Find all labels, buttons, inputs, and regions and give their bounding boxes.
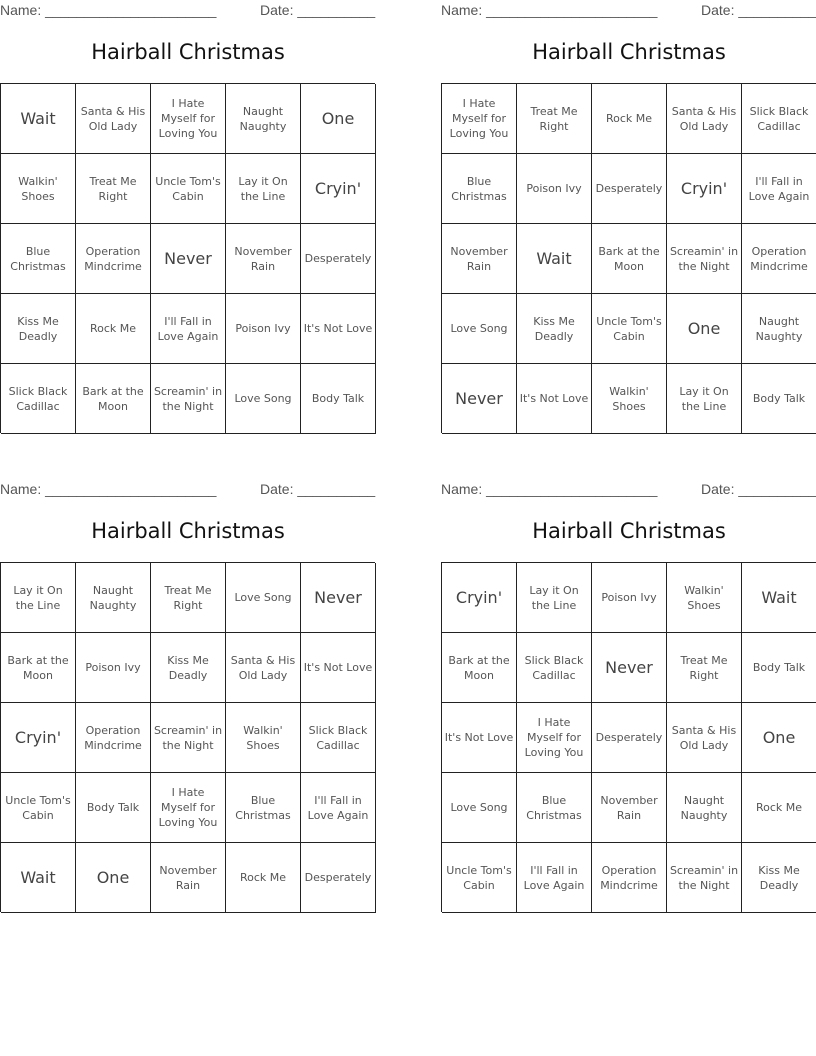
- bingo-cell: I'll Fall in Love Again: [301, 773, 376, 843]
- bingo-cell: Blue Christmas: [226, 773, 301, 843]
- date-field: Date: __________: [701, 481, 816, 497]
- bingo-cell: Rock Me: [742, 773, 816, 843]
- bingo-cell: Poison Ivy: [226, 294, 301, 364]
- bingo-cell: Uncle Tom's Cabin: [592, 294, 667, 364]
- bingo-cell: Naught Naughty: [667, 773, 742, 843]
- name-field: Name: ______________________: [0, 481, 217, 497]
- bingo-cell: Treat Me Right: [151, 563, 226, 633]
- bingo-cell: Naught Naughty: [742, 294, 816, 364]
- date-field: Date: __________: [260, 2, 376, 18]
- bingo-cell: I Hate Myself for Loving You: [151, 773, 226, 843]
- bingo-cell: Desperately: [301, 843, 376, 913]
- bingo-cell: Rock Me: [592, 84, 667, 154]
- bingo-cell: Bark at the Moon: [1, 633, 76, 703]
- bingo-cell: Bark at the Moon: [592, 224, 667, 294]
- bingo-cell: Poison Ivy: [76, 633, 151, 703]
- bingo-grid: [441, 562, 816, 912]
- bingo-cell: It's Not Love: [442, 703, 517, 773]
- bingo-cell: Never: [592, 633, 667, 703]
- bingo-cell: Bark at the Moon: [442, 633, 517, 703]
- bingo-cell: Walkin' Shoes: [226, 703, 301, 773]
- bingo-cell: Operation Mindcrime: [742, 224, 816, 294]
- card-header: [0, 481, 376, 499]
- bingo-cell: Blue Christmas: [442, 154, 517, 224]
- bingo-cell: Screamin' in the Night: [151, 703, 226, 773]
- card-header: [0, 2, 376, 20]
- bingo-cell: Body Talk: [742, 633, 816, 703]
- bingo-cell: Lay it On the Line: [667, 364, 742, 434]
- bingo-cell: Body Talk: [76, 773, 151, 843]
- bingo-cell: Cryin': [667, 154, 742, 224]
- name-field: Name: ______________________: [441, 481, 658, 497]
- name-field: Name: ______________________: [0, 2, 217, 18]
- bingo-cell: Blue Christmas: [1, 224, 76, 294]
- date-field: Date: __________: [701, 2, 816, 18]
- bingo-cell: It's Not Love: [301, 633, 376, 703]
- bingo-cell: I'll Fall in Love Again: [517, 843, 592, 913]
- card-header: [441, 481, 816, 499]
- card-title: Hairball Christmas: [532, 40, 726, 64]
- bingo-cell: I'll Fall in Love Again: [742, 154, 816, 224]
- bingo-cell: Bark at the Moon: [76, 364, 151, 434]
- bingo-cell: November Rain: [226, 224, 301, 294]
- bingo-grid: [0, 83, 375, 433]
- bingo-cell: Kiss Me Deadly: [742, 843, 816, 913]
- bingo-cell: It's Not Love: [301, 294, 376, 364]
- bingo-cell: Never: [301, 563, 376, 633]
- bingo-cell: Wait: [1, 843, 76, 913]
- bingo-cell: I Hate Myself for Loving You: [517, 703, 592, 773]
- bingo-cell: Love Song: [442, 294, 517, 364]
- card-title: Hairball Christmas: [91, 519, 285, 543]
- bingo-cell: Walkin' Shoes: [667, 563, 742, 633]
- bingo-cell: Love Song: [226, 364, 301, 434]
- bingo-cell: Lay it On the Line: [517, 563, 592, 633]
- bingo-grid: [0, 562, 375, 912]
- bingo-cell: Santa & His Old Lady: [667, 84, 742, 154]
- bingo-cell: Desperately: [301, 224, 376, 294]
- bingo-cell: Slick Black Cadillac: [517, 633, 592, 703]
- bingo-cell: Desperately: [592, 154, 667, 224]
- bingo-card-3: [0, 479, 376, 919]
- name-field: Name: ______________________: [441, 2, 658, 18]
- bingo-cell: One: [742, 703, 816, 773]
- bingo-cell: Santa & His Old Lady: [76, 84, 151, 154]
- bingo-cell: Kiss Me Deadly: [517, 294, 592, 364]
- bingo-cell: Body Talk: [301, 364, 376, 434]
- bingo-cell: I Hate Myself for Loving You: [151, 84, 226, 154]
- bingo-cell: Uncle Tom's Cabin: [1, 773, 76, 843]
- bingo-cell: Slick Black Cadillac: [742, 84, 816, 154]
- bingo-cell: Screamin' in the Night: [667, 843, 742, 913]
- bingo-card-4: [441, 479, 816, 919]
- card-header: [441, 2, 816, 20]
- bingo-cell: Never: [151, 224, 226, 294]
- bingo-cell: Lay it On the Line: [1, 563, 76, 633]
- bingo-cell: One: [667, 294, 742, 364]
- bingo-cell: Uncle Tom's Cabin: [442, 843, 517, 913]
- bingo-cell: I'll Fall in Love Again: [151, 294, 226, 364]
- date-field: Date: __________: [260, 481, 376, 497]
- bingo-cell: Love Song: [442, 773, 517, 843]
- bingo-card-2: [441, 0, 816, 440]
- bingo-cell: Naught Naughty: [226, 84, 301, 154]
- bingo-cell: Uncle Tom's Cabin: [151, 154, 226, 224]
- bingo-cell: Blue Christmas: [517, 773, 592, 843]
- bingo-cell: Love Song: [226, 563, 301, 633]
- bingo-cell: Slick Black Cadillac: [301, 703, 376, 773]
- bingo-cell: Kiss Me Deadly: [1, 294, 76, 364]
- bingo-cell: I Hate Myself for Loving You: [442, 84, 517, 154]
- bingo-cell: Slick Black Cadillac: [1, 364, 76, 434]
- bingo-cell: Santa & His Old Lady: [226, 633, 301, 703]
- bingo-cell: Operation Mindcrime: [76, 224, 151, 294]
- bingo-cell: One: [76, 843, 151, 913]
- bingo-cell: November Rain: [151, 843, 226, 913]
- bingo-cell: Cryin': [442, 563, 517, 633]
- bingo-cell: Treat Me Right: [667, 633, 742, 703]
- bingo-cell: Screamin' in the Night: [151, 364, 226, 434]
- bingo-card-1: [0, 0, 376, 440]
- bingo-cell: It's Not Love: [517, 364, 592, 434]
- bingo-cell: Kiss Me Deadly: [151, 633, 226, 703]
- bingo-cell: Rock Me: [226, 843, 301, 913]
- bingo-cell: Poison Ivy: [592, 563, 667, 633]
- bingo-grid: [441, 83, 816, 433]
- bingo-cell: Cryin': [1, 703, 76, 773]
- bingo-cell: Walkin' Shoes: [592, 364, 667, 434]
- bingo-cell: Rock Me: [76, 294, 151, 364]
- bingo-cell: One: [301, 84, 376, 154]
- bingo-cell: Never: [442, 364, 517, 434]
- bingo-cell: Wait: [742, 563, 816, 633]
- bingo-cell: Wait: [517, 224, 592, 294]
- bingo-cell: Screamin' in the Night: [667, 224, 742, 294]
- bingo-cell: Body Talk: [742, 364, 816, 434]
- bingo-cell: Cryin': [301, 154, 376, 224]
- bingo-cell: Operation Mindcrime: [76, 703, 151, 773]
- bingo-cell: Walkin' Shoes: [1, 154, 76, 224]
- bingo-cell: Wait: [1, 84, 76, 154]
- bingo-cell: November Rain: [442, 224, 517, 294]
- bingo-cell: Desperately: [592, 703, 667, 773]
- bingo-cell: Poison Ivy: [517, 154, 592, 224]
- bingo-cell: Naught Naughty: [76, 563, 151, 633]
- bingo-cell: Operation Mindcrime: [592, 843, 667, 913]
- bingo-cell: November Rain: [592, 773, 667, 843]
- bingo-cell: Santa & His Old Lady: [667, 703, 742, 773]
- card-title: Hairball Christmas: [532, 519, 726, 543]
- bingo-cell: Treat Me Right: [76, 154, 151, 224]
- bingo-cell: Treat Me Right: [517, 84, 592, 154]
- card-title: Hairball Christmas: [91, 40, 285, 64]
- bingo-cell: Lay it On the Line: [226, 154, 301, 224]
